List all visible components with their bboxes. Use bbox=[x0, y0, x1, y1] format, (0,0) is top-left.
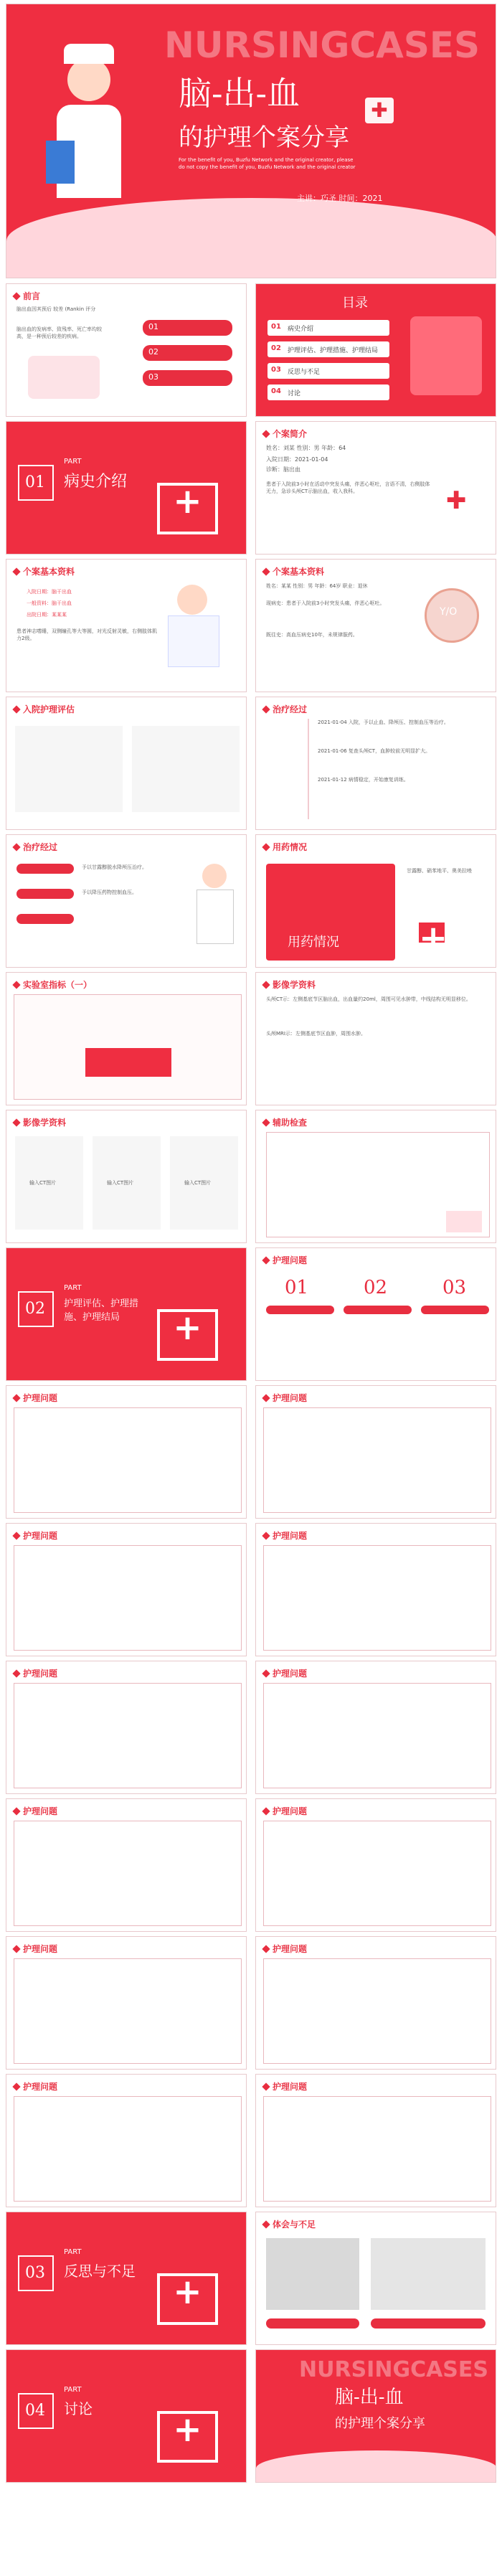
admission-assess-slide bbox=[6, 697, 247, 830]
problems-slide-5: 护理问题 bbox=[6, 1661, 247, 1794]
problems-slide-9: 护理问题 bbox=[6, 1936, 247, 2070]
treatment1-header: 治疗经过 bbox=[263, 703, 307, 715]
toc-item-1[interactable]: 01 病史介绍 bbox=[267, 320, 389, 336]
part2-title: 护理评估、护理措施、护理结局 bbox=[64, 1298, 139, 1323]
medication-header: 用药情况 bbox=[263, 841, 307, 853]
problems-slide-10: 护理问题 bbox=[255, 1936, 496, 2070]
part2-slide: 02 PART 护理评估、护理措施、护理结局 + bbox=[6, 1247, 247, 1381]
treatment2-slide: 治疗经过 予以甘露醇脱水降颅压治疗。 予以降压药物控制血压。 bbox=[6, 834, 247, 968]
problems-slide-4: 护理问题 bbox=[255, 1523, 496, 1656]
end-slide: NURSINGCASES 脑-出-血 的护理个案分享 bbox=[255, 2349, 496, 2483]
cover-slide bbox=[6, 4, 496, 278]
foreword-item-1: 01 bbox=[143, 320, 232, 336]
admission-header: 入院护理评估 bbox=[14, 703, 75, 715]
ct-image-2: 输入CT图片 bbox=[93, 1136, 161, 1230]
ct-image-3: 输入CT图片 bbox=[170, 1136, 238, 1230]
aux-header: 辅助检查 bbox=[263, 1116, 307, 1128]
treatment1-slide: 治疗经过 2021-01-04 入院，予以止血、降颅压、控制血压等治疗。 2021-01-06 复查头颅CT，血肿较前无明显扩大。 2021-01-12 病情稳定，开始康复训练。 bbox=[255, 697, 496, 830]
medication-label: 用药情况 bbox=[288, 935, 339, 950]
imaging-header: 影像学资料 bbox=[263, 978, 316, 991]
toc-slide bbox=[255, 283, 496, 417]
foreword-item-2: 02 bbox=[143, 345, 232, 361]
problems-slide-12: 护理问题 bbox=[255, 2074, 496, 2207]
ct-image-1: 输入CT图片 bbox=[15, 1136, 83, 1230]
cover-watermark: NURSINGCASES bbox=[164, 24, 480, 66]
doctor2-illustration bbox=[196, 864, 232, 943]
problems-slide-11: 护理问题 bbox=[6, 2074, 247, 2207]
case-basic-slide: 个案基本资料 入院日期：脑干出血 一般资料：脑干出血 出院日期：某某某 患者神志嗜睡，双侧瞳孔等大等圆，对光反射灵敏，右侧肢体肌力2级。 bbox=[6, 559, 247, 692]
part1-number-box: 01 bbox=[18, 465, 54, 501]
problems-slide-1: 护理问题 bbox=[6, 1385, 247, 1519]
lab-slide bbox=[6, 972, 247, 1105]
part4-title: 讨论 bbox=[64, 2400, 93, 2417]
problems-slide-8: 护理问题 bbox=[255, 1798, 496, 1932]
nursing-header: 护理问题 bbox=[263, 1254, 307, 1266]
medication-card bbox=[266, 864, 395, 961]
part3-number-box: 03 bbox=[18, 2255, 54, 2291]
cover-subtitle: 的护理个案分享 bbox=[179, 123, 349, 152]
hospital-cross-icon: ✚ bbox=[446, 486, 467, 515]
medication-slide: 用药情况 用药情况 甘露醇、硝苯地平、奥美拉唑 + bbox=[255, 834, 496, 968]
case-intro-slide: 个案简介 姓名：刘某 性别：男 年龄：64 入院日期：2021-01-04 诊断：脑出血 患者于入院前3小时在活动中突发头痛，伴恶心呕吐，言语不清，右侧肢体无力，急诊头颅CT示脑出血，收入我科。 ✚ bbox=[255, 421, 496, 555]
toc-item-4[interactable]: 04 讨论 bbox=[267, 384, 389, 400]
imaging2-slide bbox=[6, 1110, 247, 1243]
cover-presenter: 主讲：巧圣 时间：2021 bbox=[297, 194, 383, 203]
part2-number-box: 02 bbox=[18, 1291, 54, 1327]
medication-kit-icon bbox=[417, 921, 446, 944]
foreword-illustration bbox=[28, 356, 100, 399]
problems-slide-2: 护理问题 bbox=[255, 1385, 496, 1519]
avatar-placeholder: Y/O bbox=[425, 588, 479, 643]
reflection-photo-2 bbox=[371, 2238, 486, 2310]
foreword-item-3: 03 bbox=[143, 370, 232, 386]
problems-slide-7: 护理问题 bbox=[6, 1798, 247, 1932]
part1-label: PART bbox=[64, 458, 82, 466]
case-basic2-header: 个案基本资料 bbox=[263, 565, 324, 577]
case-basic2-slide: 个案基本资料 姓名：某某 性别：男 年龄：64岁 职业：退休 现病史：患者于入院前3小时突发头痛，伴恶心呕吐。 既往史：高血压病史10年，未规律服药。 Y/O bbox=[255, 559, 496, 692]
reflection-header: 体会与不足 bbox=[263, 2218, 316, 2230]
part1-title: 病史介绍 bbox=[64, 473, 128, 491]
reflection-photo-1 bbox=[266, 2238, 359, 2310]
problems-slide-6: 护理问题 bbox=[255, 1661, 496, 1794]
part1-slide bbox=[6, 421, 247, 555]
cover-title: 脑-出-血 bbox=[179, 74, 300, 113]
cover-blurb: For the benefit of you, Buzfu Network and the original creator, please do not copy the benefit of you, Buzfu Network and the original creator bbox=[179, 157, 356, 170]
part4-number-box: 04 bbox=[18, 2393, 54, 2429]
aux-exam-slide bbox=[255, 1110, 496, 1243]
medical-cross-icon: ✚ bbox=[365, 98, 394, 123]
imaging-slide: 影像学资料 头颅CT示：左侧基底节区脑出血，出血量约20ml，周围可见水肿带，中线结构无明显移位。 头颅MRI示：左侧基底节区血肿，周围水肿。 bbox=[255, 972, 496, 1105]
part4-slide: 04 PART 讨论 + bbox=[6, 2349, 247, 2483]
reflection-slide bbox=[255, 2212, 496, 2345]
nurse-illustration bbox=[49, 33, 128, 198]
case-intro-fields: 姓名：刘某 性别：男 年龄：64 bbox=[266, 445, 346, 451]
aux-illustration bbox=[446, 1211, 482, 1232]
foreword-header: 前言 bbox=[14, 290, 40, 302]
problems-slide-3: 护理问题 bbox=[6, 1523, 247, 1656]
part3-slide: 03 PART 反思与不足 + bbox=[6, 2212, 247, 2345]
imaging2-header: 影像学资料 bbox=[14, 1116, 66, 1128]
medical-kit-icon bbox=[157, 483, 218, 534]
toc-item-2[interactable]: 02 护理评估、护理措施、护理结局 bbox=[267, 341, 389, 357]
foreword-slide: 前言 脑出血因其预后 较差 (Rankin 评分 脑出血的发病率、致残率、死亡率均较高，是一种预后较差的疾病。 01 02 03 bbox=[6, 283, 247, 417]
nursing-slide: 护理问题 01 02 03 bbox=[255, 1247, 496, 1381]
end-title: 脑-出-血 bbox=[335, 2387, 404, 2408]
lab-header: 实验室指标（一） bbox=[14, 978, 92, 991]
case-intro-header: 个案简介 bbox=[263, 428, 307, 440]
treatment2-header: 治疗经过 bbox=[14, 841, 57, 853]
doctor-illustration bbox=[164, 581, 222, 667]
toc-item-3[interactable]: 03 反思与不足 bbox=[267, 363, 389, 379]
toc-title: 目录 bbox=[342, 296, 368, 311]
part3-title: 反思与不足 bbox=[64, 2263, 136, 2280]
case-basic-header: 个案基本资料 bbox=[14, 565, 75, 577]
foreword-quote: 脑出血因其预后 较差 (Rankin 评分 bbox=[16, 306, 96, 312]
lab-callout bbox=[85, 1048, 171, 1077]
toc-illustration bbox=[410, 316, 482, 395]
end-subtitle: 的护理个案分享 bbox=[335, 2416, 425, 2431]
